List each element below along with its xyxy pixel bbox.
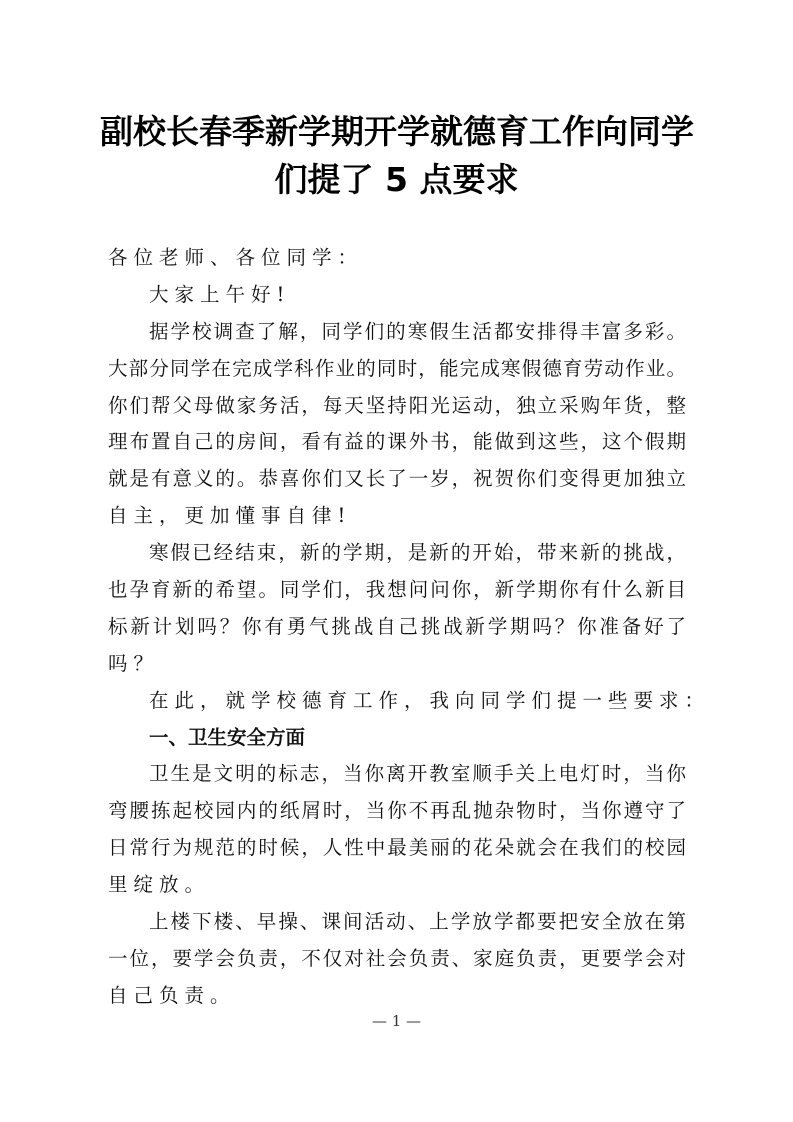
paragraph-line: 标新计划吗？你有勇气挑战自己挑战新学期吗？你准备好了 (108, 614, 686, 638)
paragraph-line: 自主，更加懂事自律! (108, 504, 352, 528)
greeting: 大家上午好! (149, 282, 291, 306)
paragraph-line: 寒假已经结束，新的学期，是新的开始，带来新的挑战， (149, 541, 686, 565)
document-body (108, 240, 711, 1015)
paragraph-line: 吗？ (108, 651, 160, 675)
title-line-1: 副校长春季新学期开学就德育工作向同学 (100, 112, 694, 151)
paragraph-line: 日常行为规范的时候，人性中最美丽的花朵就会在我们的校园 (108, 836, 686, 860)
paragraph-line: 在此，就学校德育工作，我向同学们提一些要求： (149, 688, 711, 712)
paragraph-line: 卫生是文明的标志，当你离开教室顺手关上电灯时，当你 (149, 762, 686, 786)
paragraph-line: 上楼下楼、早操、课间活动、上学放学都要把安全放在第 (149, 910, 686, 934)
paragraph-line: 理布置自己的房间，看有益的课外书，能做到这些，这个假期 (108, 430, 686, 454)
paragraph-line: 据学校调查了解，同学们的寒假生活都安排得丰富多彩。 (149, 319, 686, 343)
paragraph-line: 里绽放。 (108, 873, 211, 897)
paragraph-line: 也孕育新的希望。同学们，我想问问你，新学期你有什么新目 (108, 578, 686, 602)
paragraph-line: 就是有意义的。恭喜你们又长了一岁，祝贺你们变得更加独立 (108, 467, 686, 491)
paragraph-line: 自己负责。 (108, 983, 236, 1007)
salutation: 各位老师、各位同学： (108, 246, 364, 269)
paragraph-line: 一位，要学会负责，不仅对社会负责、家庭负责，更要学会对 (108, 946, 686, 970)
document-title (100, 108, 693, 204)
paragraph-line: 弯腰拣起校园内的纸屑时，当你不再乱抛杂物时，当你遵守了 (108, 799, 686, 823)
page-number: — 1 — (371, 1012, 422, 1030)
title-line-2: 们提了 5 点要求 (274, 160, 519, 199)
paragraph-line: 大部分同学在完成学科作业的同时，能完成寒假德育劳动作业。 (108, 356, 686, 380)
section-heading: 一、卫生安全方面 (149, 725, 306, 749)
paragraph-line: 你们帮父母做家务活，每天坚持阳光运动，独立采购年货，整 (108, 393, 686, 417)
